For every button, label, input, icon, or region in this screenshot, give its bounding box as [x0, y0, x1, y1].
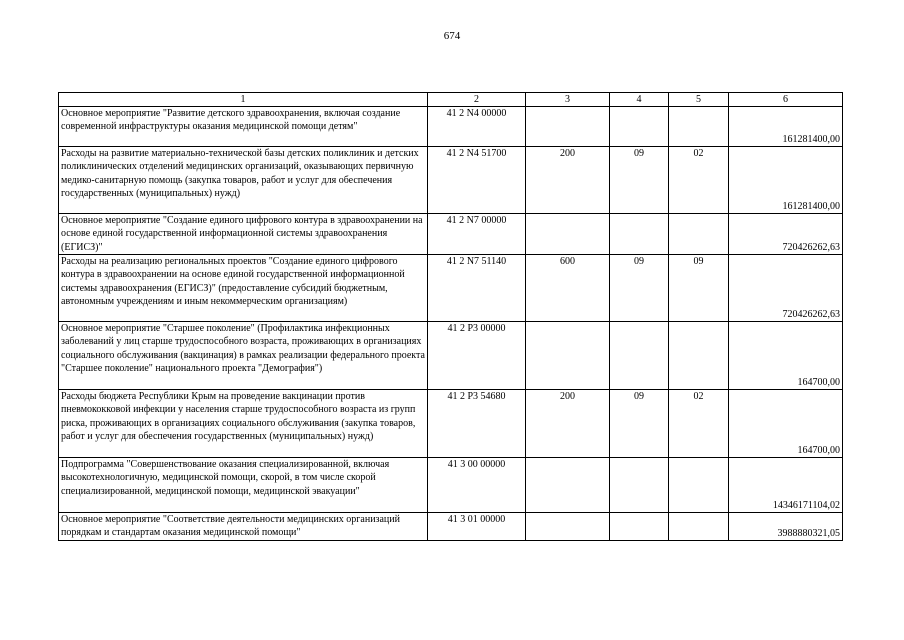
row-col3 — [526, 107, 610, 147]
table-row — [59, 513, 843, 541]
row-col3 — [526, 214, 610, 255]
table-row — [59, 214, 843, 255]
row-col3 — [526, 322, 610, 390]
row-col3: 600 — [526, 255, 610, 322]
row-col4: 09 — [610, 255, 669, 322]
row-code: 41 3 01 00000 — [428, 513, 526, 541]
row-col4: 09 — [610, 147, 669, 214]
row-name: Подпрограмма "Совершенствование оказания специализированной, включая высокотехнологичную, медицинской помощи, скорой, в том числе скорой специализированной, медицинской помощи, медицинской эвакуации" — [59, 458, 428, 513]
row-name: Основное мероприятие "Развитие детского здравоохранения, включая создание современной инфраструктуры оказания медицинской помощи детям" — [59, 107, 428, 147]
row-col4 — [610, 107, 669, 147]
row-code: 41 3 00 00000 — [428, 458, 526, 513]
row-col5: 09 — [669, 255, 729, 322]
row-col5 — [669, 458, 729, 513]
row-col3 — [526, 513, 610, 541]
row-col4 — [610, 513, 669, 541]
table-header-row — [59, 93, 843, 107]
row-name: Основное мероприятие "Старшее поколение" (Профилактика инфекционных заболеваний у лиц старше трудоспособного возраста, проживающих в организациях социального обслуживания (вакцинация) в рамках реализации федерального проекта "Старшее поколение" национального проекта "Демография") — [59, 322, 428, 390]
row-code: 41 2 P3 00000 — [428, 322, 526, 390]
row-code: 41 2 N7 51140 — [428, 255, 526, 322]
row-code: 41 2 N4 51700 — [428, 147, 526, 214]
column-header: 4 — [610, 93, 669, 107]
page-number: 674 — [443, 30, 461, 42]
column-header: 3 — [526, 93, 610, 107]
table-row — [59, 390, 843, 458]
table-row — [59, 255, 843, 322]
column-header: 6 — [729, 93, 843, 107]
row-col3 — [526, 458, 610, 513]
row-col5: 02 — [669, 147, 729, 214]
row-col5 — [669, 513, 729, 541]
row-sum: 14346171104,02 — [729, 458, 843, 513]
row-col3: 200 — [526, 390, 610, 458]
table-row — [59, 107, 843, 147]
row-col5 — [669, 107, 729, 147]
row-col5: 02 — [669, 390, 729, 458]
column-header: 5 — [669, 93, 729, 107]
row-col4 — [610, 214, 669, 255]
row-sum: 161281400,00 — [729, 147, 843, 214]
row-col4 — [610, 322, 669, 390]
row-col3: 200 — [526, 147, 610, 214]
row-name: Основное мероприятие "Соответствие деятельности медицинских организаций порядкам и стандартам оказания медицинской помощи" — [59, 513, 428, 541]
row-sum: 720426262,63 — [729, 214, 843, 255]
row-sum: 164700,00 — [729, 390, 843, 458]
row-code: 41 2 N7 00000 — [428, 214, 526, 255]
row-sum: 3988880321,05 — [729, 513, 843, 541]
row-sum: 720426262,63 — [729, 255, 843, 322]
row-sum: 161281400,00 — [729, 107, 843, 147]
row-code: 41 2 N4 00000 — [428, 107, 526, 147]
row-col4: 09 — [610, 390, 669, 458]
column-header: 2 — [428, 93, 526, 107]
column-header: 1 — [59, 93, 428, 107]
table-row — [59, 322, 843, 390]
row-col5 — [669, 322, 729, 390]
row-name: Расходы бюджета Республики Крым на проведение вакцинации против пневмококковой инфекции у населения старше трудоспособного возраста из групп риска, проживающих в организациях социального обслуживания (закупка товаров, работ и услуг для обеспечения государственных (муниципальных) нужд) — [59, 390, 428, 458]
row-col5 — [669, 214, 729, 255]
table-row — [59, 458, 843, 513]
row-code: 41 2 P3 54680 — [428, 390, 526, 458]
row-name: Расходы на реализацию региональных проектов "Создание единого цифрового контура в здравоохранении на основе единой государственной информационной системы здравоохранения (ЕГИСЗ)" (предоставление субсидий бюджетным, автономным учреждениям и иным некоммерческим организациям) — [59, 255, 428, 322]
budget-table — [58, 92, 843, 541]
table-row — [59, 147, 843, 214]
row-col4 — [610, 458, 669, 513]
row-name: Расходы на развитие материально-технической базы детских поликлиник и детских поликлинических отделений медицинских организаций, оказывающих первичную медико-санитарную помощь (закупка товаров, работ и услуг для обеспечения государственных (муниципальных) нужд) — [59, 147, 428, 214]
row-sum: 164700,00 — [729, 322, 843, 390]
row-name: Основное мероприятие "Создание единого цифрового контура в здравоохранении на основе единой государственной информационной системы здравоохранения (ЕГИСЗ)" — [59, 214, 428, 255]
